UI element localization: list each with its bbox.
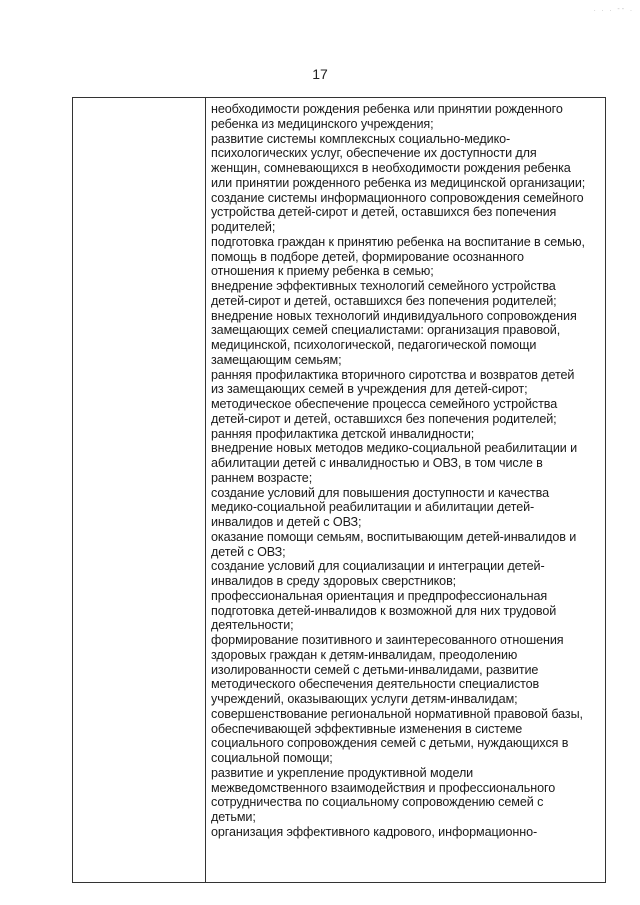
text-line: профессиональная ориентация и предпрофессиональная [211, 588, 548, 603]
text-line: внедрение эффективных технологий семейного устройства [211, 279, 556, 293]
content-table [72, 97, 606, 883]
page-number: 17 [312, 66, 328, 82]
text-line: ребенка из медицинского учреждения; [211, 116, 434, 131]
text-line: подготовка детей-инвалидов к возможной для них трудовой [211, 603, 557, 618]
table-text-cell [211, 102, 603, 840]
text-line: абилитации детей с инвалидностью и ОВЗ, в том числе в [211, 456, 543, 470]
text-line: изолированности семей с детьми-инвалидами, развитие [211, 662, 539, 677]
text-line: внедрение новых технологий индивидуального сопровождения [211, 308, 577, 323]
text-line: замещающих семей специалистами: организация правовой, [211, 323, 561, 338]
text-line: методического обеспечения деятельности специалистов [211, 677, 540, 692]
text-line: подготовка граждан к принятию ребенка на воспитание в семью, [211, 234, 585, 249]
text-line: устройства детей-сирот и детей, оставшихся без попечения [211, 205, 557, 220]
text-line: детей-сирот и детей, оставшихся без попечения родителей; [211, 411, 557, 426]
text-line: психологических услуг, обеспечение их доступности для [211, 146, 537, 161]
text-line: женщин, сомневающихся в необходимости рождения ребенка [211, 161, 571, 175]
text-line: развитие системы комплексных социально-медико- [211, 131, 511, 146]
text-line: ранняя профилактика вторичного сиротства и возвратов детей [211, 367, 575, 382]
text-line: оказание помощи семьям, воспитывающим детей-инвалидов и [211, 529, 577, 544]
text-line: замещающим семьям; [211, 352, 342, 367]
text-line: обеспечивающей эффективные изменения в системе [211, 721, 523, 736]
text-line: создание системы информационного сопровождения семейного [211, 190, 584, 205]
text-line: деятельности; [211, 618, 294, 633]
column-divider [205, 98, 206, 882]
text-line: необходимости рождения ребенка или принятии рожденного [211, 102, 563, 116]
text-line: детьми; [211, 810, 256, 824]
text-line: инвалидов в среду здоровых сверстников; [211, 574, 457, 588]
text-line: здоровых граждан к детям-инвалидам, преодолению [211, 647, 518, 662]
text-line: создание условий для повышения доступности и качества [211, 485, 550, 500]
text-line: медико-социальной реабилитации и абилитации детей- [211, 500, 535, 515]
text-line: учреждений, оказывающих услуги детям-инвалидам; [211, 692, 518, 706]
text-line: сотрудничества по социальному сопровождению семей с [211, 795, 544, 810]
text-line: совершенствование региональной нормативной правовой базы, [211, 706, 583, 721]
text-line: социального сопровождения семей с детьми, нуждающихся в [211, 736, 569, 751]
text-line: межведомственного взаимодействия и профессионального [211, 780, 556, 795]
text-line: организация эффективного кадрового, информационно- [211, 824, 538, 839]
text-line: ранняя профилактика детской инвалидности; [211, 426, 475, 441]
text-line: формирование позитивного и заинтересованного отношения [211, 633, 564, 647]
text-line: медицинской, психологической, педагогической помощи [211, 338, 537, 352]
text-line: социальной помощи; [211, 751, 333, 765]
text-line: родителей; [211, 220, 276, 234]
text-line: раннем возрасте; [211, 470, 313, 485]
text-line: создание условий для социализации и интеграции детей- [211, 559, 545, 574]
text-line: внедрение новых методов медико-социальной реабилитации и [211, 441, 578, 456]
text-line: помощь в подборе детей, формирование осознанного [211, 249, 524, 264]
text-line: инвалидов и детей с ОВЗ; [211, 515, 362, 529]
text-line: развитие и укрепление продуктивной модели [211, 765, 474, 780]
scan-mark: . . . -- . [593, 6, 634, 13]
text-line: отношения к приему ребенка в семью; [211, 264, 434, 279]
text-line: детей-сирот и детей, оставшихся без попечения родителей; [211, 293, 557, 308]
text-line: методическое обеспечение процесса семейного устройства [211, 397, 558, 411]
text-line: из замещающих семей в учреждения для детей-сирот; [211, 382, 528, 397]
text-line: детей с ОВЗ; [211, 544, 286, 559]
text-line: или принятии рожденного ребенка из медицинской организации; [211, 175, 586, 190]
